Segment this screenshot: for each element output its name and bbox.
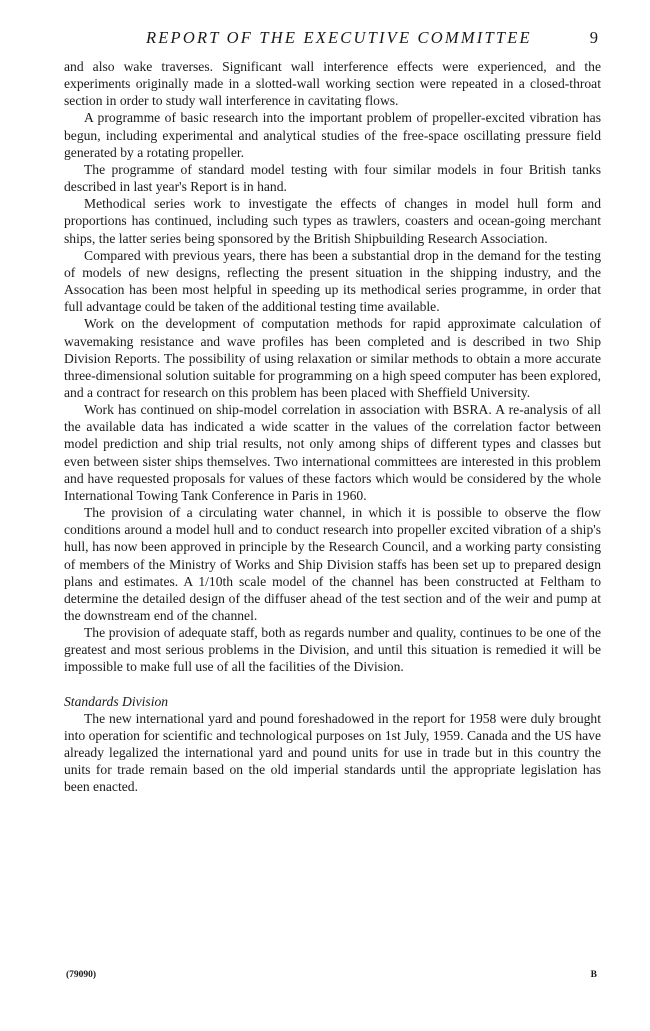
print-code: (79090): [66, 970, 97, 980]
signature-mark: B: [590, 970, 597, 980]
section-heading: Standards Division: [64, 693, 169, 709]
body-text: [64, 58, 601, 796]
paragraph: The programme of standard model testing with four similar models in four British tanks described in last year's Report is in hand.: [64, 161, 601, 195]
page-header: [64, 22, 602, 52]
paragraph: Work on the development of computation methods for rapid approximate calculation of wavemaking resistance and wave profiles has been completed and is described in two Ship Division Reports. The possibility of using relaxation or similar methods to obtain a more accurate three-dimensional solution suitable for programming on a high speed computer has been explored, and a contract for research on this problem has been placed with Sheffield University.: [64, 316, 601, 400]
paragraph: A programme of basic research into the important problem of propeller-excited vibration has begun, including experimental and analytical studies of the free-space oscillating pressure field generated by a rotating propeller.: [64, 110, 601, 160]
running-title: REPORT OF THE EXECUTIVE COMMITTEE: [146, 28, 532, 47]
paragraph: Compared with previous years, there has been a substantial drop in the demand for the testing of models of new designs, reflecting the present situation in the shipping industry, and the Assocation has been most helpful in speeding up its methodical series programme, in order that full advantage could be taken of the additional testing time available.: [64, 247, 601, 315]
paragraph: The provision of adequate staff, both as regards number and quality, continues to be one of the greatest and most serious problems in the Division, and until this situation is remedied it will be impossible to make full use of all the facilities of the Division.: [64, 625, 601, 675]
page-footer: [64, 968, 599, 988]
paragraph: and also wake traverses. Significant wall interference effects were experienced, and the experiments originally made in a slotted-wall working section were repeated in a closed-throat section in order to study wall interference in cavitating flows.: [64, 59, 601, 109]
paragraph: The new international yard and pound foreshadowed in the report for 1958 were duly brought into operation for scientific and technological purposes on 1st July, 1959. Canada and the US have already legalized the international yard and pound units for use in trade but in this country the units for trade remain based on the old imperial standards until the appropriate legislation has been enacted.: [64, 710, 601, 795]
paragraph: The provision of a circulating water channel, in which it is possible to observe the flow conditions around a model hull and to conduct research into propeller excited vibration of a ship's hull, has now been approved in principle by the Research Council, and a working party consisting of members of the Ministry of Works and Ship Division staffs has been set up to prepared design plans and estimates. A 1/10th scale model of the channel has been constructed at Feltham to determine the detailed design of the diffuser ahead of the test section and of the weir and pump at the downstream end of the channel.: [64, 505, 601, 623]
paragraph: Work has continued on ship-model correlation in association with BSRA. A re-analysis of all the available data has indicated a wide scatter in the values of the correlation factor between model prediction and ship trial results, not only among ships of different types and classes but even between sister ships themselves. Two international committees are interested in this problem and have requested proposals for values of these factors which would be considered by the whole International Towing Tank Conference in Paris in 1960.: [64, 402, 601, 503]
paragraph: Methodical series work to investigate the effects of changes in model hull form and proportions has continued, including such types as trawlers, coasters and ocean-going merchant ships, the latter series being sponsored by the British Shipbuilding Research Association.: [64, 196, 601, 246]
page-number: 9: [589, 28, 598, 47]
